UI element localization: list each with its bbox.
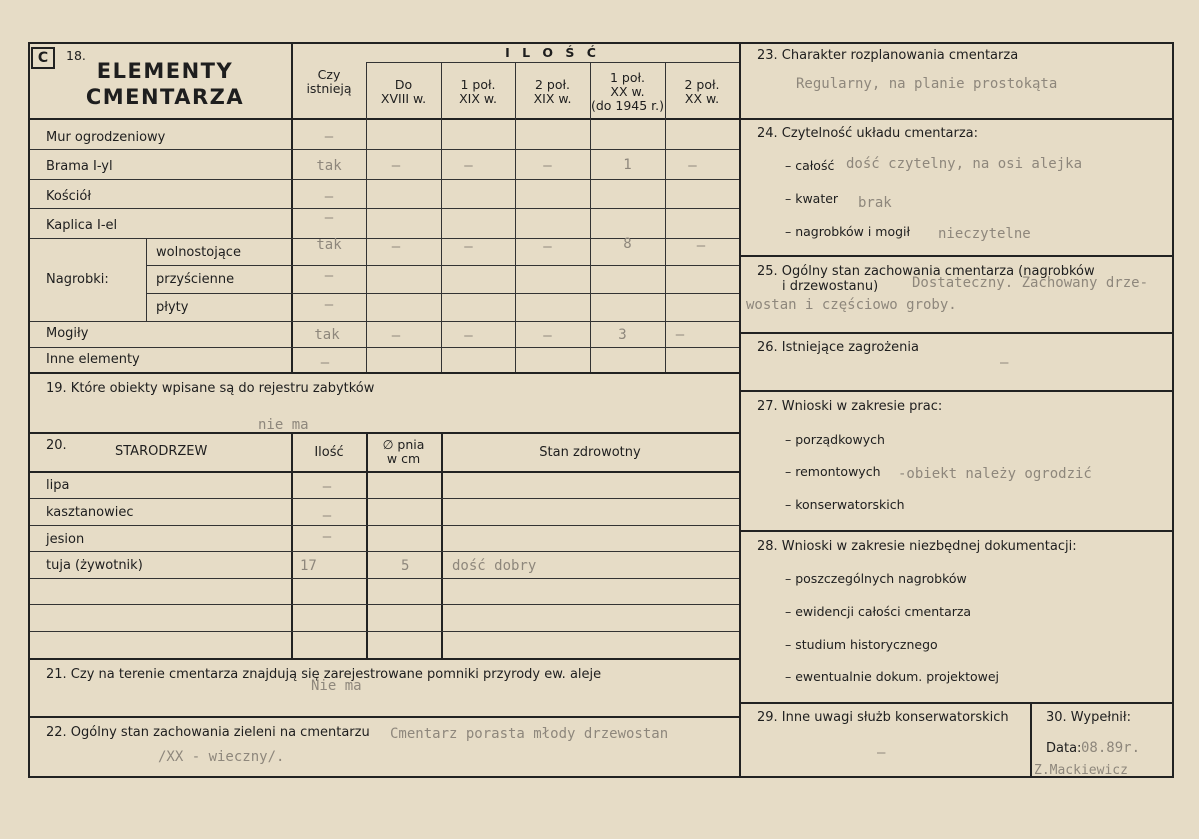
inne-exists: – — [320, 355, 330, 371]
s18-row-line — [146, 293, 739, 294]
period-2-line1: 1 poł. — [460, 77, 496, 92]
s28-item-ewidencji: – ewidencji całości cmentarza — [785, 604, 972, 619]
tree-ilosc-jesion: – — [322, 529, 332, 545]
mogily-p3: – — [543, 328, 552, 344]
s30-label: 30. Wypełnił: — [1046, 710, 1131, 725]
mur-exists: – — [324, 129, 334, 145]
s20-row-line — [30, 604, 739, 605]
s18-row-line — [30, 208, 739, 209]
row-label-nagrobki: Nagrobki: — [46, 272, 109, 287]
s18-exists-line2: istnieją — [306, 81, 352, 96]
brama-p4: 1 — [623, 157, 632, 173]
s18-row-line — [30, 179, 739, 180]
s18-row-line — [30, 149, 739, 150]
s18-title-line1: ELEMENTY — [96, 59, 234, 83]
s18-ilosc-underline — [366, 62, 739, 63]
s25-bottom — [740, 332, 1174, 334]
s18-nagrobki-divider — [146, 238, 147, 321]
s28-item-projektowej: – ewentualnie dokum. projektowej — [785, 669, 1000, 684]
period-header-4 — [590, 71, 665, 113]
s25-value-line2: wostan i częściowo groby. — [746, 297, 957, 313]
s18-exists-header — [292, 68, 366, 96]
s25-value-line1: Dostateczny. Zachowany drze- — [912, 275, 1149, 291]
period-header-5 — [665, 78, 739, 106]
s20-row-line — [30, 525, 739, 526]
tree-name-lipa: lipa — [46, 478, 70, 493]
s18-row-line — [30, 347, 739, 348]
s21-label: 21. Czy na terenie cmentarza znajdują się zarejestrowane pomniki przyrody ew. aleje — [46, 667, 602, 682]
row-label-kaplica: Kaplica I-el — [46, 218, 118, 233]
brama-exists: tak — [316, 158, 342, 174]
s20-col-pnia-line2: w cm — [386, 451, 421, 466]
tree-name-tuja: tuja (żywotnik) — [46, 558, 143, 573]
s20-row-line — [30, 578, 739, 579]
s24-nagrobkow-label: – nagrobków i mogił — [785, 224, 911, 239]
s21-value: Nie ma — [311, 678, 362, 694]
period-4-line1: 1 poł. — [609, 70, 646, 85]
section20-bottom — [28, 658, 740, 660]
row-label-inne: Inne elementy — [46, 352, 140, 367]
row-label-brama: Brama I-yl — [46, 159, 113, 174]
s27-label: 27. Wnioski w zakresie prac: — [757, 399, 943, 414]
s30-data-label: Data: — [1046, 741, 1082, 756]
section18-bottom — [28, 372, 740, 374]
s18-row-line — [146, 265, 739, 266]
s30-data-value: 08.89r. — [1081, 740, 1141, 756]
kosciol-exists: – — [324, 189, 334, 205]
wolno-p5: – — [696, 238, 706, 254]
period-4-line2: XX w. — [610, 84, 645, 99]
tree-name-jesion: jesion — [46, 532, 85, 547]
period-5-line2: XX w. — [684, 91, 720, 106]
s20-number: 20. — [46, 438, 67, 453]
section19-bottom — [28, 432, 740, 434]
plyty-exists: – — [324, 297, 334, 313]
przysc-exists: – — [324, 268, 334, 284]
s28-item-studium: – studium historycznego — [785, 637, 938, 652]
card-letter-box: C — [31, 47, 55, 69]
s20-row-line — [30, 631, 739, 632]
s28-item-nagrobkow: – poszczególnych nagrobków — [785, 571, 967, 586]
s29-value: – — [877, 745, 886, 761]
s18-col-line — [515, 62, 516, 372]
s30-name: Z.Mackiewicz — [1034, 763, 1128, 778]
row-label-przyscienne: przyścienne — [156, 272, 235, 287]
brama-p3: – — [543, 158, 552, 174]
mogily-p1: – — [391, 328, 401, 344]
brama-p2: – — [464, 158, 473, 174]
mogily-p5: – — [675, 327, 685, 343]
s27-konserwatorskich: – konserwatorskich — [785, 497, 905, 512]
mogily-p4: 3 — [618, 327, 627, 343]
row-label-mogily: Mogiły — [46, 326, 89, 341]
s26-value: – — [1000, 355, 1009, 371]
brama-p5: – — [688, 158, 697, 174]
s26-label: 26. Istniejące zagrożenia — [757, 340, 919, 355]
mogily-p2: – — [464, 328, 473, 344]
s18-ilosc-header: I L O Ś Ć — [505, 45, 600, 60]
tree-ilosc-tuja: 17 — [300, 558, 317, 574]
tree-ilosc-lipa: – — [322, 479, 332, 495]
center-divider — [739, 42, 741, 778]
s22-value-line2: /XX - wieczny/. — [158, 749, 285, 765]
s23-value: Regularny, na planie prostokąta — [796, 76, 1058, 92]
s18-exists-line1: Czy — [317, 67, 341, 82]
s18-row-line — [30, 321, 739, 322]
row-label-plyty: płyty — [156, 300, 189, 315]
period-5-line1: 2 poł. — [684, 77, 720, 92]
s19-label: 19. Które obiekty wpisane są do rejestru zabytków — [46, 381, 375, 396]
brama-p1: – — [391, 158, 401, 174]
tree-pnia-tuja: 5 — [401, 558, 410, 574]
s24-calosc-value: dość czytelny, na osi alejka — [846, 156, 1083, 172]
s20-row-line — [30, 551, 739, 552]
period-3-line1: 2 poł. — [534, 77, 571, 92]
s22-value-line1: Cmentarz porasta młody drzewostan — [390, 726, 669, 742]
row-label-kosciol: Kościół — [46, 189, 92, 204]
s18-col-line — [366, 62, 367, 372]
s24-calosc-label: – całość — [785, 158, 835, 173]
s18-col-line — [441, 62, 442, 372]
period-1-line1: Do — [394, 77, 413, 92]
s20-col-divider — [441, 432, 443, 658]
s29-label: 29. Inne uwagi służb konserwatorskich — [757, 710, 1009, 725]
s20-col-ilosc: Ilość — [314, 445, 344, 460]
s29-s30-divider — [1030, 702, 1032, 778]
period-4-line3: (do 1945 r.) — [590, 98, 665, 113]
s20-header-bottom — [28, 471, 740, 473]
wolno-exists: tak — [316, 237, 342, 253]
s24-bottom — [740, 255, 1174, 257]
wolno-p4: 8 — [623, 236, 632, 252]
s23-bottom — [740, 118, 1174, 120]
s18-col-line — [665, 62, 666, 372]
s18-number: 18. — [66, 48, 86, 63]
period-header-2 — [441, 78, 515, 106]
s25-label-line1: 25. Ogólny stan zachowania cmentarza (nagrobków — [757, 264, 1095, 279]
s20-row-line — [30, 498, 739, 499]
period-3-line2: XIX w. — [533, 91, 572, 106]
row-label-wolnostojace: wolnostojące — [156, 245, 241, 260]
s24-label: 24. Czytelność układu cmentarza: — [757, 126, 979, 141]
tree-stan-tuja: dość dobry — [452, 558, 537, 574]
s20-title: STARODRZEW — [115, 444, 208, 459]
wolno-p1: – — [391, 239, 401, 255]
s24-kwater-label: – kwater — [785, 191, 839, 206]
s27-remontowych: – remontowych — [785, 464, 881, 479]
section21-bottom — [28, 716, 740, 718]
section18-header-bottom — [28, 118, 740, 120]
s19-value: nie ma — [258, 417, 309, 433]
s23-label: 23. Charakter rozplanowania cmentarza — [757, 48, 1019, 63]
s25-label-line2: i drzewostanu) — [782, 279, 879, 294]
wolno-p3: – — [543, 239, 552, 255]
s24-nagrobkow-value: nieczytelne — [938, 226, 1031, 242]
s18-title — [70, 58, 260, 110]
s20-col-pnia — [366, 438, 441, 466]
kaplica-exists: – — [324, 210, 334, 226]
s20-col-stan: Stan zdrowotny — [539, 445, 641, 460]
period-header-3 — [515, 78, 590, 106]
s20-col-divider — [291, 432, 293, 658]
s18-title-line2: CMENTARZA — [85, 85, 245, 109]
s20-col-pnia-line1: ∅ pnia — [382, 437, 425, 452]
s26-bottom — [740, 390, 1174, 392]
row-label-mur: Mur ogrodzeniowy — [46, 130, 166, 145]
period-1-line2: XVIII w. — [380, 91, 427, 106]
s28-bottom — [740, 702, 1174, 704]
s22-label: 22. Ogólny stan zachowania zieleni na cmentarzu — [46, 725, 370, 740]
period-header-1 — [366, 78, 441, 106]
s27-remontowych-value: -obiekt należy ogrodzić — [898, 466, 1092, 482]
mogily-exists: tak — [314, 327, 340, 343]
s27-porzadkowych: – porządkowych — [785, 432, 885, 447]
s24-kwater-value: brak — [858, 195, 892, 211]
wolno-p2: – — [464, 239, 473, 255]
period-2-line2: XIX w. — [459, 91, 497, 106]
tree-ilosc-kasztanowiec: – — [322, 508, 332, 524]
s27-bottom — [740, 530, 1174, 532]
s28-label: 28. Wnioski w zakresie niezbędnej dokumentacji: — [757, 539, 1077, 554]
tree-name-kasztanowiec: kasztanowiec — [46, 505, 134, 520]
